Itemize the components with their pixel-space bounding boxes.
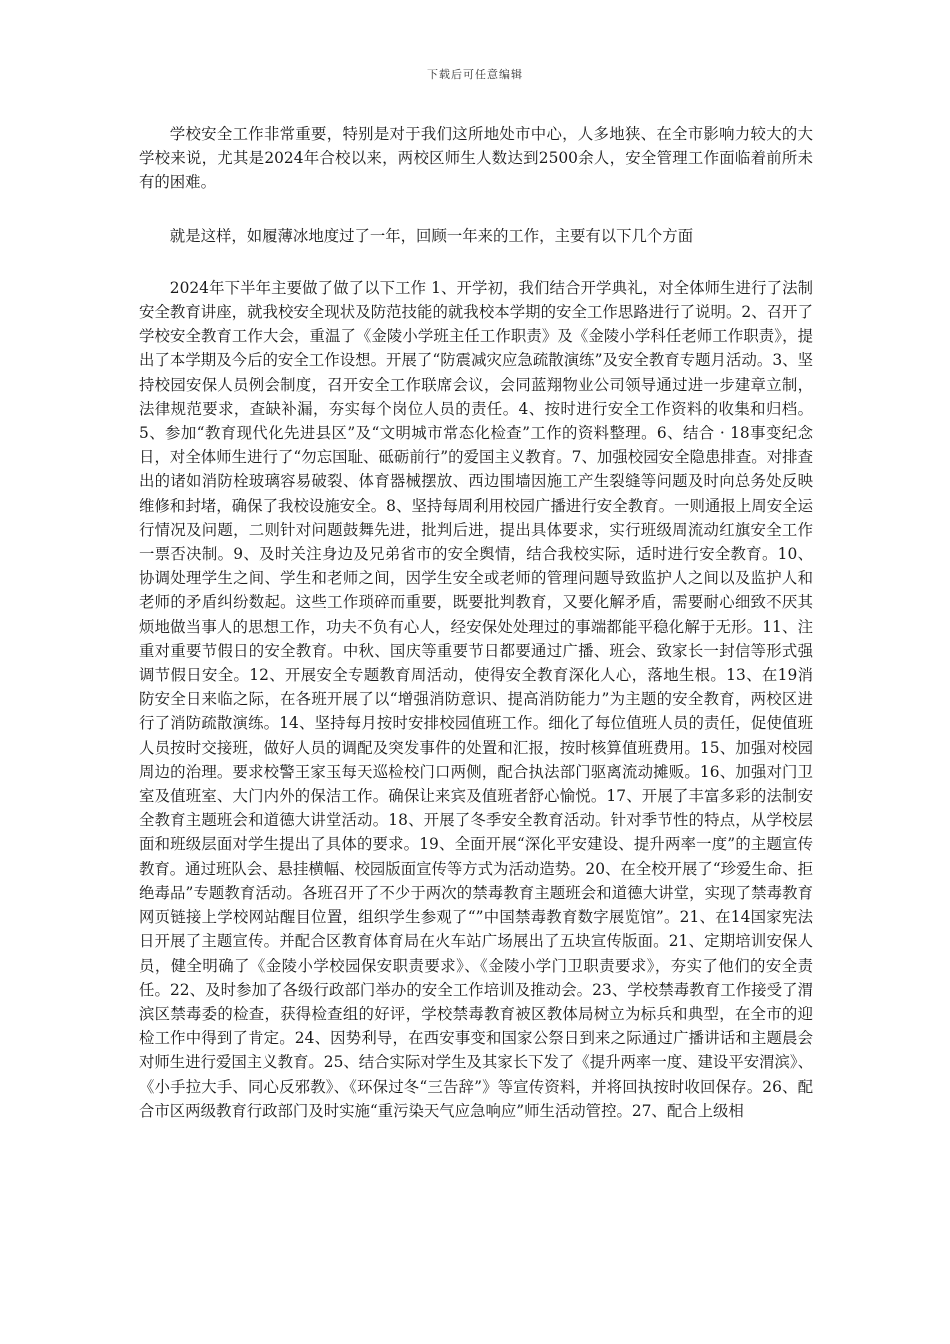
paragraph-intro: 学校安全工作非常重要，特别是对于我们这所地处市中心，人多地狭、在全市影响力较大的大学校来说，尤其是2024年合校以来，两校区师生人数达到2500余人，安全管理工作面临着前所未有的困难。 [139, 125, 813, 192]
page-header-note: 下载后可任意编辑 [427, 68, 523, 81]
document-body [139, 122, 813, 1123]
paragraph-work-list: 2024年下半年主要做了做了以下工作 1、开学初，我们结合开学典礼，对全体师生进行了法制安全教育讲座，就我校安全现状及防范技能的就我校本学期的安全工作思路进行了说明。2、召开了学校安全教育工作大会，重温了《金陵小学班主任工作职责》及《金陵小学科任老师工作职责》，提出了本学期及今后的安全工作设想。开展了“防震减灾应急疏散演练”及安全教育专题月活动。3、坚持校园安保人员例会制度，召开安全工作联席会议，会同蓝翔物业公司领导通过进一步建章立制，法律规范要求，查缺补漏，夯实每个岗位人员的责任。4、按时进行安全工作资料的收集和归档。5、参加“教育现代化先进县区”及“文明城市常态化检查”工作的资料整理。6、结合 · 18事变纪念日，对全体师生进行了“勿忘国耻、砥砺前行”的爱国主义教育。7、加强校园安全隐患排查。对排查出的诸如消防栓玻璃容易破裂、体育器械摆放、西边围墙因施工产生裂缝等问题及时向总务处反映维修和封堵，确保了我校设施安全。8、坚持每周利用校园广播进行安全教育。一则通报上周安全运行情况及问题，二则针对问题鼓舞先进，批判后进，提出具体要求，实行班级周流动红旗安全工作一票否决制。9、及时关注身边及兄弟省市的安全舆情，结合我校实际，适时进行安全教育。10、协调处理学生之间、学生和老师之间，因学生安全或老师的管理问题导致监护人之间以及监护人和老师的矛盾纠纷数起。这些工作琐碎而重要，既要批判教育，又要化解矛盾，需要耐心细致不厌其烦地做当事人的思想工作，功夫不负有心人，经安保处处理过的事端都能平稳化解于无形。11、注重对重要节假日的安全教育。中秋、国庆等重要节日都要通过广播、班会、致家长一封信等形式强调节假日安全。12、开展安全专题教育周活动，使得安全教育深化人心，落地生根。13、在19消防安全日来临之际，在各班开展了以“增强消防意识、提高消防能力”为主题的安全教育，两校区进行了消防疏散演练。14、坚持每月按时安排校园值班工作。细化了每位值班人员的责任，促使值班人员按时交接班，做好人员的调配及突发事件的处置和汇报，按时核算值班费用。15、加强对校园周边的治理。要求校警王家玉每天巡检校门口两侧，配合执法部门驱离流动摊贩。16、加强对门卫室及值班室、大门内外的保洁工作。确保让来宾及值班者舒心愉悦。17、开展了丰富多彩的法制安全教育主题班会和道德大讲堂活动。18、开展了冬季安全教育活动。针对季节性的特点，从学校层面和班级层面对学生提出了具体的要求。19、全面开展“深化平安建设、提升两率一度”的主题宣传教育。通过班队会、悬挂横幅、校园版面宣传等方式为活动造势。20、在全校开展了“珍爱生命、拒绝毒品”专题教育活动。各班召开了不少于两次的禁毒教育主题班会和道德大讲堂，实现了禁毒教育网页链接上学校网站醒目位置，组织学生参观了“”中国禁毒教育数字展览馆”。21、在14国家宪法日开展了主题宣传。并配合区教育体育局在火车站广场展出了五块宣传版面。21、定期培训安保人员，健全明确了《金陵小学校园保安职责要求》、《金陵小学门卫职责要求》，夯实了他们的安全责任。22、及时参加了各级行政部门举办的安全工作培训及推动会。23、学校禁毒教育工作接受了渭滨区禁毒委的检查，获得检查组的好评，学校禁毒教育被区教体局树立为标兵和典型，在全市的迎检工作中得到了肯定。24、因势利导，在西安事变和国家公祭日到来之际通过广播讲话和主题晨会对师生进行爱国主义教育。25、结合实际对学生及其家长下发了《提升两率一度、建设平安渭滨》、《小手拉大手、同心反邪教》、《环保过冬“三告辞”》等宣传资料，并将回执按时收回保存。26、配合市区两级教育行政部门及时实施“重污染天气应急响应”师生活动管控。27、配合上级相 [139, 278, 813, 1120]
paragraph-summary: 就是这样，如履薄冰地度过了一年，回顾一年来的工作，主要有以下几个方面 [169, 226, 694, 245]
